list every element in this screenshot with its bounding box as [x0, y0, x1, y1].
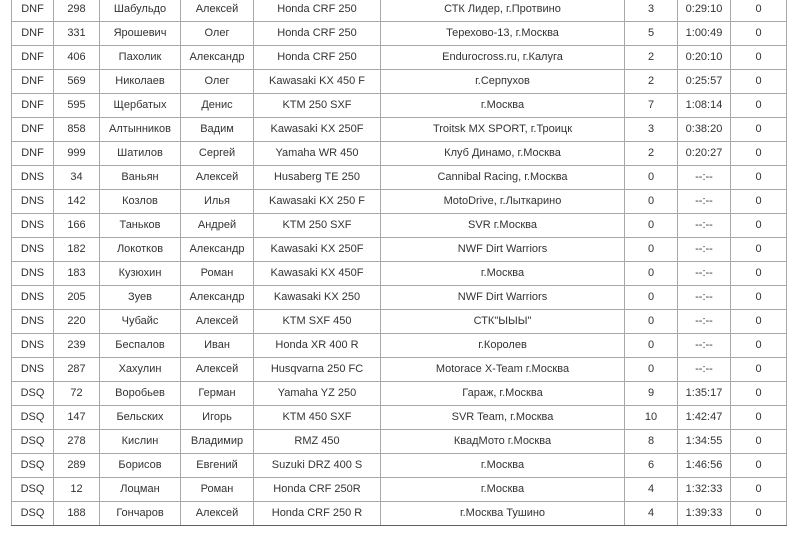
motorcycle-cell: Honda CRF 250 — [254, 22, 381, 46]
rider-number-cell: 12 — [54, 478, 100, 502]
last-name-cell: Бельских — [100, 406, 181, 430]
first-name-cell: Илья — [181, 190, 254, 214]
time-cell: --:-- — [678, 190, 731, 214]
laps-cell: 0 — [625, 190, 678, 214]
laps-cell: 3 — [625, 0, 678, 22]
rider-number-cell: 147 — [54, 406, 100, 430]
status-cell: DSQ — [12, 454, 54, 478]
club-city-cell: NWF Dirt Warriors — [381, 238, 625, 262]
last-name-cell: Шатилов — [100, 142, 181, 166]
points-cell: 0 — [731, 406, 787, 430]
club-city-cell: SVR Team, г.Москва — [381, 406, 625, 430]
status-cell: DSQ — [12, 382, 54, 406]
motorcycle-cell: KTM 450 SXF — [254, 406, 381, 430]
motorcycle-cell: Kawasaki KX 250F — [254, 238, 381, 262]
points-cell: 0 — [731, 430, 787, 454]
last-name-cell: Гончаров — [100, 502, 181, 526]
first-name-cell: Вадим — [181, 118, 254, 142]
table-row — [12, 502, 787, 526]
status-cell: DNF — [12, 22, 54, 46]
last-name-cell: Алтынников — [100, 118, 181, 142]
time-cell: 1:35:17 — [678, 382, 731, 406]
motorcycle-cell: Kawasaki KX 250 — [254, 286, 381, 310]
last-name-cell: Кузюхин — [100, 262, 181, 286]
time-cell: 1:34:55 — [678, 430, 731, 454]
time-cell: --:-- — [678, 358, 731, 382]
time-cell: --:-- — [678, 310, 731, 334]
time-cell: 0:29:10 — [678, 0, 731, 22]
club-city-cell: г.Серпухов — [381, 70, 625, 94]
points-cell: 0 — [731, 478, 787, 502]
table-row — [12, 430, 787, 454]
points-cell: 0 — [731, 262, 787, 286]
points-cell: 0 — [731, 358, 787, 382]
motorcycle-cell: Kawasaki KX 450F — [254, 262, 381, 286]
table-row — [12, 70, 787, 94]
first-name-cell: Александр — [181, 286, 254, 310]
first-name-cell: Алексей — [181, 0, 254, 22]
motorcycle-cell: Suzuki DRZ 400 S — [254, 454, 381, 478]
first-name-cell: Евгений — [181, 454, 254, 478]
motorcycle-cell: Honda CRF 250 R — [254, 502, 381, 526]
last-name-cell: Шабульдо — [100, 0, 181, 22]
time-cell: 0:20:10 — [678, 46, 731, 70]
points-cell: 0 — [731, 46, 787, 70]
table-row — [12, 0, 787, 22]
first-name-cell: Герман — [181, 382, 254, 406]
laps-cell: 0 — [625, 310, 678, 334]
points-cell: 0 — [731, 22, 787, 46]
table-row — [12, 286, 787, 310]
motorcycle-cell: Husaberg TE 250 — [254, 166, 381, 190]
time-cell: 1:00:49 — [678, 22, 731, 46]
results-table — [11, 0, 787, 526]
club-city-cell: NWF Dirt Warriors — [381, 286, 625, 310]
status-cell: DSQ — [12, 478, 54, 502]
status-cell: DNS — [12, 286, 54, 310]
first-name-cell: Александр — [181, 238, 254, 262]
club-city-cell: г.Москва — [381, 262, 625, 286]
motorcycle-cell: Honda CRF 250 — [254, 0, 381, 22]
status-cell: DNF — [12, 94, 54, 118]
laps-cell: 4 — [625, 478, 678, 502]
status-cell: DNS — [12, 358, 54, 382]
last-name-cell: Чубайс — [100, 310, 181, 334]
rider-number-cell: 595 — [54, 94, 100, 118]
status-cell: DNS — [12, 238, 54, 262]
status-cell: DNS — [12, 190, 54, 214]
motorcycle-cell: KTM 250 SXF — [254, 94, 381, 118]
laps-cell: 9 — [625, 382, 678, 406]
status-cell: DSQ — [12, 430, 54, 454]
laps-cell: 0 — [625, 238, 678, 262]
time-cell: 1:39:33 — [678, 502, 731, 526]
results-body — [12, 0, 787, 526]
rider-number-cell: 183 — [54, 262, 100, 286]
last-name-cell: Хахулин — [100, 358, 181, 382]
table-row — [12, 478, 787, 502]
rider-number-cell: 188 — [54, 502, 100, 526]
rider-number-cell: 858 — [54, 118, 100, 142]
club-city-cell: г.Королев — [381, 334, 625, 358]
points-cell: 0 — [731, 382, 787, 406]
points-cell: 0 — [731, 334, 787, 358]
points-cell: 0 — [731, 238, 787, 262]
motorcycle-cell: Kawasaki KX 250 F — [254, 190, 381, 214]
first-name-cell: Андрей — [181, 214, 254, 238]
last-name-cell: Беспалов — [100, 334, 181, 358]
club-city-cell: Терехово-13, г.Москва — [381, 22, 625, 46]
time-cell: --:-- — [678, 286, 731, 310]
club-city-cell: Гараж, г.Москва — [381, 382, 625, 406]
time-cell: 0:20:27 — [678, 142, 731, 166]
rider-number-cell: 182 — [54, 238, 100, 262]
table-row — [12, 382, 787, 406]
first-name-cell: Алексей — [181, 502, 254, 526]
last-name-cell: Пахолик — [100, 46, 181, 70]
laps-cell: 2 — [625, 70, 678, 94]
motorcycle-cell: Honda CRF 250R — [254, 478, 381, 502]
points-cell: 0 — [731, 214, 787, 238]
laps-cell: 0 — [625, 262, 678, 286]
time-cell: --:-- — [678, 238, 731, 262]
last-name-cell: Борисов — [100, 454, 181, 478]
status-cell: DNF — [12, 70, 54, 94]
time-cell: --:-- — [678, 334, 731, 358]
status-cell: DSQ — [12, 502, 54, 526]
motorcycle-cell: Kawasaki KX 450 F — [254, 70, 381, 94]
rider-number-cell: 999 — [54, 142, 100, 166]
club-city-cell: MotoDrive, г.Лыткарино — [381, 190, 625, 214]
laps-cell: 5 — [625, 22, 678, 46]
last-name-cell: Ярошевич — [100, 22, 181, 46]
rider-number-cell: 220 — [54, 310, 100, 334]
table-row — [12, 142, 787, 166]
last-name-cell: Щербатых — [100, 94, 181, 118]
club-city-cell: Troitsk MX SPORT, г.Троицк — [381, 118, 625, 142]
points-cell: 0 — [731, 286, 787, 310]
table-row — [12, 166, 787, 190]
status-cell: DSQ — [12, 406, 54, 430]
points-cell: 0 — [731, 70, 787, 94]
first-name-cell: Сергей — [181, 142, 254, 166]
status-cell: DNF — [12, 142, 54, 166]
table-row — [12, 334, 787, 358]
first-name-cell: Денис — [181, 94, 254, 118]
points-cell: 0 — [731, 94, 787, 118]
points-cell: 0 — [731, 166, 787, 190]
laps-cell: 2 — [625, 46, 678, 70]
points-cell: 0 — [731, 502, 787, 526]
time-cell: 1:42:47 — [678, 406, 731, 430]
laps-cell: 0 — [625, 334, 678, 358]
first-name-cell: Алексей — [181, 310, 254, 334]
rider-number-cell: 406 — [54, 46, 100, 70]
table-row — [12, 406, 787, 430]
club-city-cell: СТК Лидер, г.Протвино — [381, 0, 625, 22]
last-name-cell: Николаев — [100, 70, 181, 94]
first-name-cell: Алексей — [181, 166, 254, 190]
time-cell: --:-- — [678, 166, 731, 190]
rider-number-cell: 331 — [54, 22, 100, 46]
last-name-cell: Кислин — [100, 430, 181, 454]
laps-cell: 0 — [625, 166, 678, 190]
laps-cell: 7 — [625, 94, 678, 118]
club-city-cell: г.Москва — [381, 478, 625, 502]
status-cell: DNS — [12, 310, 54, 334]
last-name-cell: Таньков — [100, 214, 181, 238]
points-cell: 0 — [731, 310, 787, 334]
table-row — [12, 190, 787, 214]
status-cell: DNS — [12, 166, 54, 190]
time-cell: 0:38:20 — [678, 118, 731, 142]
motorcycle-cell: KTM SXF 450 — [254, 310, 381, 334]
motorcycle-cell: KTM 250 SXF — [254, 214, 381, 238]
time-cell: 1:32:33 — [678, 478, 731, 502]
points-cell: 0 — [731, 118, 787, 142]
rider-number-cell: 72 — [54, 382, 100, 406]
points-cell: 0 — [731, 190, 787, 214]
status-cell: DNF — [12, 0, 54, 22]
laps-cell: 0 — [625, 286, 678, 310]
last-name-cell: Лоцман — [100, 478, 181, 502]
laps-cell: 0 — [625, 214, 678, 238]
points-cell: 0 — [731, 454, 787, 478]
rider-number-cell: 142 — [54, 190, 100, 214]
club-city-cell: г.Москва — [381, 94, 625, 118]
rider-number-cell: 34 — [54, 166, 100, 190]
laps-cell: 10 — [625, 406, 678, 430]
last-name-cell: Воробьев — [100, 382, 181, 406]
first-name-cell: Александр — [181, 46, 254, 70]
table-row — [12, 214, 787, 238]
laps-cell: 8 — [625, 430, 678, 454]
motorcycle-cell: Kawasaki KX 250F — [254, 118, 381, 142]
club-city-cell: г.Москва Тушино — [381, 502, 625, 526]
first-name-cell: Владимир — [181, 430, 254, 454]
table-row — [12, 94, 787, 118]
first-name-cell: Алексей — [181, 358, 254, 382]
time-cell: --:-- — [678, 214, 731, 238]
motorcycle-cell: Yamaha YZ 250 — [254, 382, 381, 406]
first-name-cell: Олег — [181, 70, 254, 94]
club-city-cell: SVR г.Москва — [381, 214, 625, 238]
points-cell: 0 — [731, 0, 787, 22]
last-name-cell: Козлов — [100, 190, 181, 214]
status-cell: DNF — [12, 46, 54, 70]
table-row — [12, 22, 787, 46]
first-name-cell: Олег — [181, 22, 254, 46]
status-cell: DNS — [12, 214, 54, 238]
club-city-cell: КвадМото г.Москва — [381, 430, 625, 454]
club-city-cell: СТК"ЫЫЫ" — [381, 310, 625, 334]
club-city-cell: Endurocross.ru, г.Калуга — [381, 46, 625, 70]
first-name-cell: Игорь — [181, 406, 254, 430]
rider-number-cell: 569 — [54, 70, 100, 94]
laps-cell: 6 — [625, 454, 678, 478]
table-row — [12, 310, 787, 334]
last-name-cell: Зуев — [100, 286, 181, 310]
motorcycle-cell: RMZ 450 — [254, 430, 381, 454]
rider-number-cell: 278 — [54, 430, 100, 454]
club-city-cell: Клуб Динамо, г.Москва — [381, 142, 625, 166]
table-row — [12, 358, 787, 382]
time-cell: 0:25:57 — [678, 70, 731, 94]
first-name-cell: Роман — [181, 262, 254, 286]
table-row — [12, 454, 787, 478]
club-city-cell: г.Москва — [381, 454, 625, 478]
last-name-cell: Локотков — [100, 238, 181, 262]
laps-cell: 2 — [625, 142, 678, 166]
rider-number-cell: 166 — [54, 214, 100, 238]
motorcycle-cell: Husqvarna 250 FC — [254, 358, 381, 382]
rider-number-cell: 289 — [54, 454, 100, 478]
table-row — [12, 118, 787, 142]
time-cell: --:-- — [678, 262, 731, 286]
laps-cell: 4 — [625, 502, 678, 526]
club-city-cell: Cannibal Racing, г.Москва — [381, 166, 625, 190]
first-name-cell: Иван — [181, 334, 254, 358]
motorcycle-cell: Yamaha WR 450 — [254, 142, 381, 166]
time-cell: 1:46:56 — [678, 454, 731, 478]
rider-number-cell: 287 — [54, 358, 100, 382]
rider-number-cell: 205 — [54, 286, 100, 310]
table-row — [12, 262, 787, 286]
status-cell: DNS — [12, 262, 54, 286]
status-cell: DNS — [12, 334, 54, 358]
first-name-cell: Роман — [181, 478, 254, 502]
motorcycle-cell: Honda XR 400 R — [254, 334, 381, 358]
motorcycle-cell: Honda CRF 250 — [254, 46, 381, 70]
laps-cell: 0 — [625, 358, 678, 382]
time-cell: 1:08:14 — [678, 94, 731, 118]
points-cell: 0 — [731, 142, 787, 166]
table-row — [12, 238, 787, 262]
club-city-cell: Motorace X-Team г.Москва — [381, 358, 625, 382]
status-cell: DNF — [12, 118, 54, 142]
last-name-cell: Ваньян — [100, 166, 181, 190]
rider-number-cell: 239 — [54, 334, 100, 358]
laps-cell: 3 — [625, 118, 678, 142]
rider-number-cell: 298 — [54, 0, 100, 22]
table-row — [12, 46, 787, 70]
